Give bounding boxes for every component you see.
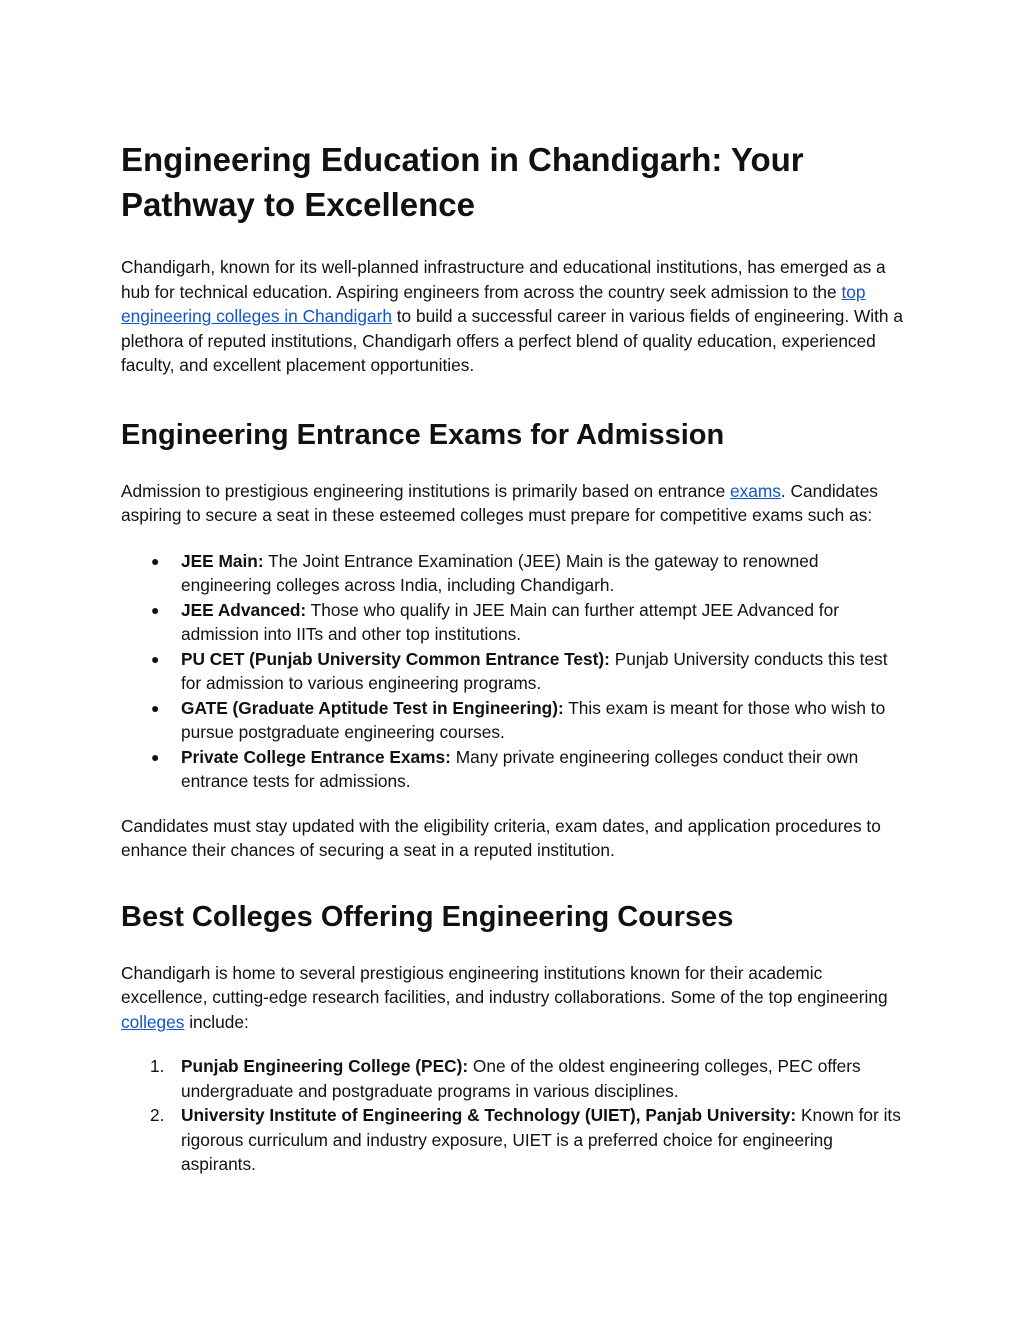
document-page <box>121 137 911 1177</box>
item-text: This exam is meant for those who wish to pursue postgraduate engineering courses. <box>181 697 886 742</box>
page-title: Engineering Education in Chandigarh: Your Pathway to Excellence <box>121 141 804 223</box>
exam-list <box>121 549 911 794</box>
bullet-icon: ● <box>151 748 160 765</box>
colleges-paragraph <box>121 961 911 1035</box>
bullet-icon: ● <box>151 552 160 569</box>
list-number: 2. <box>150 1105 165 1125</box>
item-term: GATE (Graduate Aptitude Test in Engineering): <box>181 697 564 718</box>
list-item <box>121 1054 911 1103</box>
item-term: University Institute of Engineering & Technology (UIET), Panjab University: <box>181 1105 797 1125</box>
bullet-icon: ● <box>151 650 160 667</box>
exams-closing-paragraph: Candidates must stay updated with the eligibility criteria, exam dates, and application procedures to enhance their chances of securing a seat in a reputed institution. <box>121 815 881 860</box>
intro-text-end: to build a successful career in various fields of engineering. With a plethora of reputed institutions, Chandigarh offers a perfect blend of quality education, experienced faculty, and excellent placement opportunities. <box>121 306 903 375</box>
exams-text-start: Admission to prestigious engineering institutions is primarily based on entrance <box>121 480 731 501</box>
intro-paragraph <box>121 255 911 378</box>
item-text: The Joint Entrance Examination (JEE) Main is the gateway to renowned engineering colleges across India, including Chandigarh. <box>181 550 819 595</box>
item-text: Known for its rigorous curriculum and industry exposure, UIET is a preferred choice for engineering aspirants. <box>181 1105 901 1174</box>
top-colleges-link[interactable]: top engineering colleges in Chandigarh <box>121 281 866 326</box>
list-item <box>121 549 911 598</box>
list-item <box>121 745 911 794</box>
list-item <box>121 696 911 745</box>
colleges-text-end: include: <box>184 1011 249 1032</box>
item-text: Those who qualify in JEE Main can further attempt JEE Advanced for admission into IITs and other top institutions. <box>181 599 839 644</box>
colleges-link[interactable]: colleges <box>121 1011 185 1032</box>
item-term: JEE Advanced: <box>181 599 307 620</box>
item-term: Private College Entrance Exams: <box>181 746 451 767</box>
item-term: JEE Main: <box>181 550 264 571</box>
intro-text-start: Chandigarh, known for its well-planned infrastructure and educational institutions, has emerged as a hub for technical education. Aspiring engineers from across the country seek admission to the <box>121 257 886 302</box>
bullet-icon: ● <box>151 699 160 716</box>
exams-text-end: . Candidates aspiring to secure a seat in these esteemed colleges must prepare for competitive exams such as: <box>121 480 878 525</box>
list-item <box>121 1103 911 1177</box>
exams-heading: Engineering Entrance Exams for Admission <box>121 418 725 451</box>
colleges-heading: Best Colleges Offering Engineering Courses <box>121 900 734 933</box>
colleges-text-start: Chandigarh is home to several prestigious engineering institutions known for their academic excellence, cutting-edge research facilities, and industry collaborations. Some of the top engineering <box>121 962 888 1007</box>
item-text: One of the oldest engineering colleges, PEC offers undergraduate and postgraduate programs in various disciplines. <box>181 1056 861 1101</box>
exams-paragraph <box>121 479 911 528</box>
exams-link[interactable]: exams <box>730 480 781 501</box>
bullet-icon: ● <box>151 601 160 618</box>
list-item <box>121 598 911 647</box>
item-term: PU CET (Punjab University Common Entrance Test): <box>181 648 610 669</box>
item-text: Punjab University conducts this test for admission to various engineering programs. <box>181 648 888 693</box>
item-text: Many private engineering colleges conduct their own entrance tests for admissions. <box>181 746 859 791</box>
list-number: 1. <box>150 1056 165 1076</box>
college-list <box>121 1054 911 1177</box>
item-term: Punjab Engineering College (PEC): <box>181 1056 469 1076</box>
list-item <box>121 647 911 696</box>
